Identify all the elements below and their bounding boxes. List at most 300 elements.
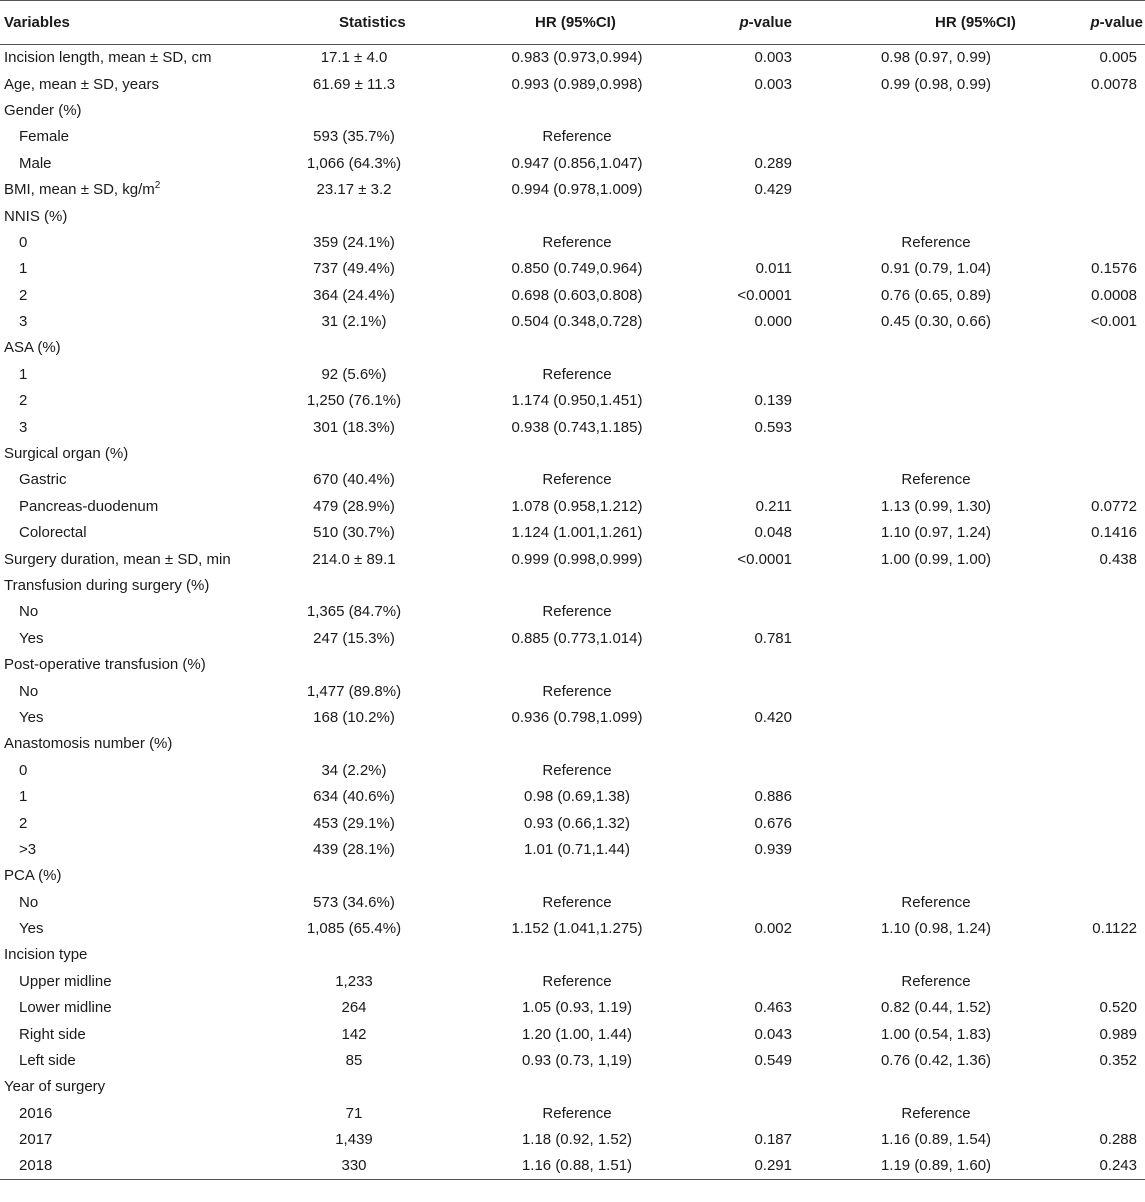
statistics-cell: 1,233 <box>335 972 373 990</box>
statistics-cell: 264 <box>341 999 367 1017</box>
hr-multivariate-cell <box>796 361 1076 387</box>
table-row <box>0 678 1145 704</box>
hr-multivariate-cell <box>796 440 1076 466</box>
sublevel-label-cell <box>0 599 266 625</box>
statistics-cell <box>266 942 442 968</box>
hr-multivariate-cell <box>796 783 1076 809</box>
hr-univariate-cell: 1.20 (1.00, 1.44) <box>521 1025 633 1043</box>
p-value-univariate-cell <box>712 599 796 625</box>
hr-univariate-cell: 0.999 (0.998,0.999) <box>511 550 643 568</box>
table-row <box>0 968 1145 994</box>
table-row <box>0 863 1145 889</box>
variable-label: Surgery duration, mean ± SD, min <box>4 550 231 568</box>
header-hr-multivariate: HR (95%CI) <box>796 1 1076 45</box>
p-value-multivariate-cell <box>1076 1074 1145 1100</box>
hr-univariate-cell: Reference <box>542 603 612 621</box>
sublevel-label-cell <box>0 1127 266 1153</box>
p-value-univariate-cell <box>712 335 796 361</box>
hr-multivariate-cell <box>796 836 1076 862</box>
p-value-multivariate-cell: 0.0078 <box>1091 75 1137 93</box>
statistics-cell: 31 (2.1%) <box>321 313 387 331</box>
p-value-univariate-cell <box>712 361 796 387</box>
hr-univariate-cell: 1.174 (0.950,1.451) <box>511 392 643 410</box>
sublevel-label-cell <box>0 1153 266 1179</box>
statistics-cell <box>266 651 442 677</box>
p-value-multivariate-cell <box>1076 678 1145 704</box>
p-value-multivariate-cell: 0.520 <box>1099 999 1137 1017</box>
sublevel-label-cell <box>0 1100 266 1126</box>
hr-multivariate-cell <box>796 863 1076 889</box>
hr-univariate-cell <box>442 335 712 361</box>
variable-label-cell <box>0 572 266 598</box>
hr-multivariate-cell <box>796 150 1076 176</box>
p-value-univariate-cell: 0.000 <box>754 313 792 331</box>
p-value-univariate-cell <box>712 203 796 229</box>
table-row <box>0 520 1145 546</box>
sublevel-label-cell <box>0 995 266 1021</box>
p-value-univariate-cell <box>712 440 796 466</box>
sublevel-label-cell <box>0 388 266 414</box>
table-row <box>0 599 1145 625</box>
variable-label: Left side <box>19 1052 76 1070</box>
hr-univariate-cell: Reference <box>542 128 612 146</box>
variable-label: Gender (%) <box>4 101 82 119</box>
p-value-multivariate-cell <box>1076 889 1145 915</box>
table-row <box>0 124 1145 150</box>
p-value-univariate-cell: 0.593 <box>754 418 792 436</box>
hr-multivariate-cell <box>796 388 1076 414</box>
hr-multivariate-cell: 1.10 (0.98, 1.24) <box>880 920 992 938</box>
p-value-univariate-cell: 0.886 <box>754 788 792 806</box>
p-value-univariate-cell: 0.463 <box>754 999 792 1017</box>
p-value-multivariate-cell <box>1076 731 1145 757</box>
hr-multivariate-cell: Reference <box>901 1104 971 1122</box>
p-value-univariate-cell <box>712 942 796 968</box>
hr-multivariate-cell: 0.45 (0.30, 0.66) <box>880 313 992 331</box>
table-row <box>0 942 1145 968</box>
p-value-multivariate-cell <box>1076 810 1145 836</box>
statistics-cell: 61.69 ± 11.3 <box>312 75 396 93</box>
variable-label: 3 <box>19 418 28 436</box>
statistics-cell: 92 (5.6%) <box>321 365 387 383</box>
variable-label: 0 <box>19 761 28 779</box>
variable-label: Lower midline <box>19 999 112 1017</box>
hr-multivariate-cell <box>796 731 1076 757</box>
header-variables: Variables <box>0 1 266 45</box>
table-row <box>0 361 1145 387</box>
table-row <box>0 995 1145 1021</box>
hr-univariate-cell: 0.93 (0.66,1.32) <box>524 814 630 832</box>
hr-univariate-cell <box>442 572 712 598</box>
statistics-cell: 1,085 (65.4%) <box>306 920 402 938</box>
p-value-multivariate-cell <box>1076 203 1145 229</box>
p-value-univariate-cell <box>712 651 796 677</box>
p-value-univariate-cell <box>712 678 796 704</box>
p-value-univariate-cell: 0.781 <box>754 629 792 647</box>
p-value-multivariate-cell: 0.005 <box>1099 49 1137 67</box>
p-value-multivariate-cell: 0.0008 <box>1091 286 1137 304</box>
statistics-cell: 1,066 (64.3%) <box>306 154 402 172</box>
table-row <box>0 256 1145 282</box>
hr-univariate-cell <box>442 731 712 757</box>
hr-univariate-cell <box>442 1074 712 1100</box>
variable-label-cell <box>0 335 266 361</box>
table-row <box>0 889 1145 915</box>
hr-univariate-cell: 0.994 (0.978,1.009) <box>511 181 643 199</box>
variable-label: 2018 <box>19 1157 53 1175</box>
statistics-cell: 71 <box>345 1104 363 1122</box>
p-value-univariate-cell: 0.187 <box>754 1131 792 1149</box>
statistics-cell: 85 <box>345 1052 363 1070</box>
variable-label: 3 <box>19 313 28 331</box>
statistics-cell: 34 (2.2%) <box>321 761 387 779</box>
hr-multivariate-cell <box>796 599 1076 625</box>
table-row <box>0 1153 1145 1179</box>
hr-univariate-cell <box>442 440 712 466</box>
variable-label: Yes <box>19 629 44 647</box>
p-value-multivariate-cell: 0.1576 <box>1091 260 1137 278</box>
statistics-cell <box>266 1074 442 1100</box>
p-value-multivariate-cell <box>1076 467 1145 493</box>
p-value-multivariate-cell <box>1076 1100 1145 1126</box>
table-row <box>0 71 1145 97</box>
variable-label: Female <box>19 128 70 146</box>
table-row <box>0 440 1145 466</box>
sublevel-label-cell <box>0 150 266 176</box>
p-value-univariate-cell <box>712 572 796 598</box>
variable-label: BMI, mean ± SD, kg/m <box>4 181 155 199</box>
statistics-cell: 634 (40.6%) <box>313 788 395 806</box>
hr-multivariate-cell <box>796 572 1076 598</box>
variable-label: 2 <box>19 814 28 832</box>
variable-label-cell <box>0 731 266 757</box>
hr-multivariate-cell <box>796 203 1076 229</box>
variable-label: 2016 <box>19 1104 53 1122</box>
variable-label-cell <box>0 651 266 677</box>
hr-univariate-cell <box>442 942 712 968</box>
table-row <box>0 1100 1145 1126</box>
table-body <box>0 45 1145 1180</box>
sublevel-label-cell <box>0 467 266 493</box>
sublevel-label-cell <box>0 124 266 150</box>
p-value-multivariate-cell: 0.1122 <box>1092 920 1137 938</box>
table-row <box>0 282 1145 308</box>
p-value-multivariate-cell: 0.288 <box>1099 1131 1137 1149</box>
table-row <box>0 97 1145 123</box>
hr-multivariate-cell: 1.19 (0.89, 1.60) <box>796 1153 1076 1179</box>
variable-label: Male <box>19 154 52 172</box>
hr-univariate-cell: 0.504 (0.348,0.728) <box>511 313 643 331</box>
hr-multivariate-cell <box>796 757 1076 783</box>
p-value-multivariate-cell <box>1076 150 1145 176</box>
p-value-univariate-cell <box>712 889 796 915</box>
variable-label: No <box>19 603 39 621</box>
variable-label-cell <box>0 1074 266 1100</box>
variable-label: 1 <box>19 365 28 383</box>
variable-label: No <box>19 682 39 700</box>
p-value-univariate-cell: 0.549 <box>754 1052 792 1070</box>
sublevel-label-cell <box>0 836 266 862</box>
table-row <box>0 388 1145 414</box>
p-value-univariate-cell: 0.002 <box>754 920 792 938</box>
p-value-univariate-cell: 0.211 <box>755 497 792 515</box>
table-row <box>0 335 1145 361</box>
statistics-cell: 301 (18.3%) <box>313 418 395 436</box>
hr-univariate-cell: Reference <box>542 233 612 251</box>
hr-multivariate-cell <box>796 704 1076 730</box>
p-value-multivariate-cell <box>1076 335 1145 361</box>
variable-label: 0 <box>19 233 28 251</box>
header-p-suffix: -value <box>1099 14 1143 31</box>
variable-label-cell <box>0 203 266 229</box>
hr-multivariate-cell <box>796 625 1076 651</box>
table-row <box>0 1047 1145 1073</box>
p-value-univariate-cell: 0.291 <box>712 1153 796 1179</box>
sublevel-label-cell <box>0 308 266 334</box>
sublevel-label-cell <box>0 256 266 282</box>
variable-label-cell <box>0 440 266 466</box>
hr-univariate-cell: Reference <box>542 972 612 990</box>
variable-label: Incision type <box>4 946 88 964</box>
p-value-multivariate-cell <box>1076 572 1145 598</box>
variable-label: Right side <box>19 1025 86 1043</box>
variable-label: Upper midline <box>19 972 112 990</box>
hr-multivariate-cell <box>796 176 1076 202</box>
p-value-multivariate-cell <box>1076 783 1145 809</box>
sublevel-label-cell <box>0 361 266 387</box>
variable-label: Colorectal <box>19 524 87 542</box>
sublevel-label-cell <box>0 810 266 836</box>
p-value-multivariate-cell: <0.001 <box>1090 313 1137 331</box>
p-value-multivariate-cell <box>1076 968 1145 994</box>
p-value-univariate-cell: 0.429 <box>754 181 792 199</box>
variable-label: Incision length, mean ± SD, cm <box>4 49 212 67</box>
table-row <box>0 150 1145 176</box>
header-p-suffix: -value <box>748 14 792 31</box>
hr-univariate-cell: 0.983 (0.973,0.994) <box>511 49 643 67</box>
variable-label: Yes <box>19 708 44 726</box>
statistics-cell: 247 (15.3%) <box>313 629 395 647</box>
p-value-multivariate-cell <box>1076 704 1145 730</box>
header-p-letter: p <box>739 14 749 31</box>
sublevel-label-cell <box>0 520 266 546</box>
statistics-cell <box>266 97 442 123</box>
p-value-multivariate-cell <box>1076 599 1145 625</box>
sublevel-label-cell <box>0 968 266 994</box>
sublevel-label-cell <box>0 757 266 783</box>
sublevel-label-cell <box>0 229 266 255</box>
hr-multivariate-cell: 0.76 (0.65, 0.89) <box>880 286 992 304</box>
p-value-univariate-cell <box>712 731 796 757</box>
hr-univariate-cell: 1.16 (0.88, 1.51) <box>442 1153 712 1179</box>
sublevel-label-cell <box>0 1047 266 1073</box>
table-row <box>0 467 1145 493</box>
variable-label: Transfusion during surgery (%) <box>4 577 210 594</box>
hr-multivariate-cell: 1.16 (0.89, 1.54) <box>880 1131 992 1149</box>
statistics-cell <box>266 335 442 361</box>
hr-univariate-cell: Reference <box>542 1104 612 1122</box>
variable-label: Yes <box>19 920 44 938</box>
p-value-univariate-cell: <0.0001 <box>737 550 792 568</box>
hr-multivariate-cell <box>796 810 1076 836</box>
hr-multivariate-cell <box>796 414 1076 440</box>
table-row <box>0 493 1145 519</box>
p-value-multivariate-cell: 0.438 <box>1099 550 1137 568</box>
variable-label: Gastric <box>19 471 67 489</box>
statistics-cell: 593 (35.7%) <box>313 128 395 146</box>
statistics-cell: 142 <box>341 1025 367 1043</box>
statistics-cell: 737 (49.4%) <box>313 260 395 278</box>
hr-univariate-cell: 0.850 (0.749,0.964) <box>511 260 643 278</box>
header-row <box>0 1 1145 45</box>
hr-multivariate-cell: 0.99 (0.98, 0.99) <box>880 75 992 93</box>
statistics-cell: 214.0 ± 89.1 <box>312 550 396 568</box>
sublevel-label-cell <box>0 1021 266 1047</box>
table-row <box>0 757 1145 783</box>
hr-univariate-cell: Reference <box>542 682 612 700</box>
sublevel-label-cell <box>0 678 266 704</box>
variable-label-cell <box>0 71 266 97</box>
p-value-univariate-cell: 0.289 <box>754 154 792 172</box>
statistics-cell: 330 <box>266 1153 442 1179</box>
hr-univariate-cell: 0.947 (0.856,1.047) <box>511 154 643 172</box>
p-value-multivariate-cell <box>1076 863 1145 889</box>
statistics-cell: 168 (10.2%) <box>313 708 395 726</box>
p-value-multivariate-cell <box>1076 651 1145 677</box>
table-row <box>0 651 1145 677</box>
p-value-multivariate-cell <box>1076 625 1145 651</box>
statistics-cell: 364 (24.4%) <box>313 286 395 304</box>
table-row <box>0 731 1145 757</box>
p-value-univariate-cell <box>712 97 796 123</box>
p-value-univariate-cell: 0.043 <box>754 1025 792 1043</box>
hr-multivariate-cell: 0.91 (0.79, 1.04) <box>880 260 992 278</box>
hr-multivariate-cell <box>796 97 1076 123</box>
p-value-univariate-cell <box>712 1074 796 1100</box>
statistics-cell <box>266 572 442 598</box>
hr-univariate-cell: 1.078 (0.958,1.212) <box>511 497 643 515</box>
table-row <box>0 625 1145 651</box>
statistics-cell: 17.1 ± 4.0 <box>320 49 388 67</box>
variable-label: Year of surgery <box>4 1078 106 1096</box>
statistics-cell <box>266 731 442 757</box>
p-value-univariate-cell: 0.003 <box>754 49 792 67</box>
statistics-cell: 670 (40.4%) <box>313 471 395 489</box>
hr-univariate-cell: 0.938 (0.743,1.185) <box>511 418 643 436</box>
p-value-multivariate-cell <box>1076 414 1145 440</box>
p-value-univariate-cell <box>712 124 796 150</box>
p-value-univariate-cell: 0.420 <box>754 708 792 726</box>
variable-label-cell <box>0 45 266 71</box>
statistics-cell <box>266 863 442 889</box>
variable-label: Surgical organ (%) <box>4 445 129 463</box>
hr-multivariate-cell <box>796 651 1076 677</box>
table-row <box>0 572 1145 598</box>
hr-univariate-cell: 0.936 (0.798,1.099) <box>511 708 643 726</box>
p-value-multivariate-cell: 0.352 <box>1099 1052 1137 1070</box>
variable-label-cell <box>0 863 266 889</box>
sublevel-label-cell <box>0 414 266 440</box>
header-p-letter: p <box>1090 14 1100 31</box>
superscript: 2 <box>154 180 161 192</box>
hr-univariate-cell <box>442 863 712 889</box>
hr-univariate-cell: Reference <box>542 365 612 383</box>
p-value-multivariate-cell <box>1076 97 1145 123</box>
sublevel-label-cell <box>0 282 266 308</box>
hr-multivariate-cell: Reference <box>901 233 971 251</box>
header-hr-univariate: HR (95%CI) <box>442 1 712 45</box>
p-value-multivariate-cell: 0.0772 <box>1091 497 1137 515</box>
table-row <box>0 836 1145 862</box>
statistics-cell: 1,250 (76.1%) <box>306 392 402 410</box>
hr-univariate-cell: Reference <box>542 761 612 779</box>
table-row <box>0 810 1145 836</box>
p-value-univariate-cell: 0.676 <box>754 814 792 832</box>
table-row <box>0 1074 1145 1100</box>
table-header <box>0 1 1145 45</box>
p-value-multivariate-cell <box>1076 836 1145 862</box>
hr-multivariate-cell <box>796 942 1076 968</box>
table-row <box>0 1021 1145 1047</box>
statistics-cell: 453 (29.1%) <box>313 814 395 832</box>
hr-univariate-cell <box>442 97 712 123</box>
sublevel-label-cell <box>0 493 266 519</box>
header-p-value-multivariate <box>1076 1 1145 45</box>
sublevel-label-cell <box>0 915 266 941</box>
p-value-multivariate-cell: 0.989 <box>1099 1025 1137 1043</box>
table-row <box>0 45 1145 71</box>
hr-univariate-cell: 1.01 (0.71,1.44) <box>524 840 630 858</box>
p-value-univariate-cell <box>712 1100 796 1126</box>
statistics-cell <box>266 440 442 466</box>
variable-label-cell <box>0 97 266 123</box>
hr-univariate-cell: 0.993 (0.989,0.998) <box>511 75 643 93</box>
hr-univariate-cell <box>442 203 712 229</box>
hr-multivariate-cell: 1.13 (0.99, 1.30) <box>880 497 992 515</box>
sublevel-label-cell <box>0 625 266 651</box>
p-value-univariate-cell <box>712 863 796 889</box>
variable-label: Post-operative transfusion (%) <box>4 656 206 674</box>
hr-multivariate-cell: 1.10 (0.97, 1.24) <box>880 524 992 542</box>
hr-multivariate-cell: 0.76 (0.42, 1.36) <box>880 1052 992 1070</box>
sublevel-label-cell <box>0 783 266 809</box>
hr-univariate-cell: 0.98 (0.69,1.38) <box>524 788 630 806</box>
variable-label: PCA (%) <box>4 867 62 885</box>
statistics-cell: 510 (30.7%) <box>313 524 395 542</box>
p-value-univariate-cell: 0.048 <box>754 524 792 542</box>
variable-label-cell <box>0 546 266 572</box>
hr-multivariate-cell: 1.00 (0.54, 1.83) <box>880 1025 992 1043</box>
hr-multivariate-cell <box>796 335 1076 361</box>
p-value-univariate-cell <box>712 757 796 783</box>
table-row <box>0 308 1145 334</box>
table-row <box>0 229 1145 255</box>
sublevel-label-cell <box>0 704 266 730</box>
p-value-univariate-cell: <0.0001 <box>737 286 792 304</box>
variable-label-cell <box>0 176 266 202</box>
hr-multivariate-cell: 0.98 (0.97, 0.99) <box>880 49 992 67</box>
variable-label: Anastomosis number (%) <box>4 735 173 753</box>
variable-label: 2017 <box>19 1131 53 1149</box>
p-value-multivariate-cell <box>1076 361 1145 387</box>
statistics-cell: 1,365 (84.7%) <box>306 603 402 621</box>
variable-label: 2 <box>19 392 28 410</box>
header-p-value-univariate <box>712 1 796 45</box>
statistics-cell: 439 (28.1%) <box>313 840 395 858</box>
hr-multivariate-cell: Reference <box>901 471 971 489</box>
hr-univariate-cell: 1.152 (1.041,1.275) <box>511 920 643 938</box>
p-value-univariate-cell <box>712 229 796 255</box>
